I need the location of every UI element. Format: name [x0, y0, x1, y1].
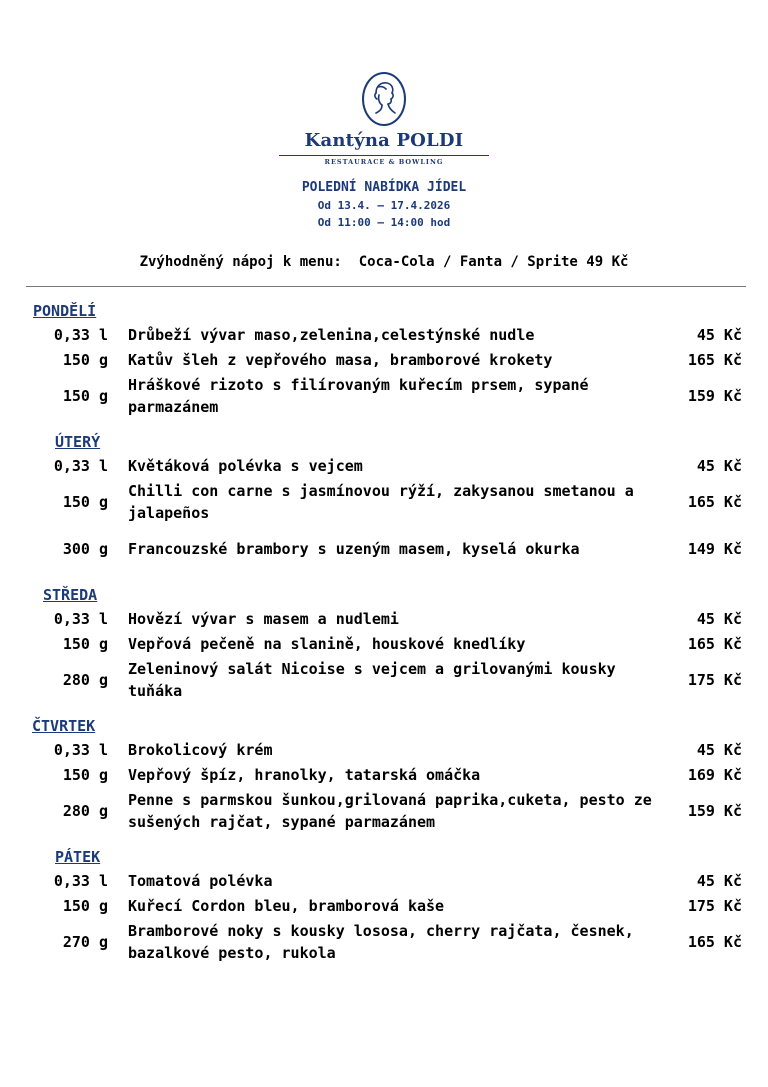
item-price: 175 Kč	[687, 670, 742, 689]
menu-item	[0, 606, 768, 631]
item-name: Bramborové noky s kousky lososa, cherry rajčata, česnek, bazalkové pesto, rukola	[128, 921, 634, 962]
day-name: PONDĚLÍ	[33, 302, 97, 320]
item-quantity: 0,33 l	[53, 456, 108, 475]
item-quantity: 150 g	[62, 765, 108, 784]
item-name: Květáková polévka s vejcem	[128, 456, 363, 475]
page-header	[0, 72, 768, 229]
menu-item	[0, 631, 768, 656]
item-price: 159 Kč	[687, 386, 742, 405]
day-name: PÁTEK	[55, 848, 101, 866]
item-quantity: 300 g	[62, 539, 108, 558]
item-quantity: 150 g	[62, 386, 108, 405]
menu-item	[0, 453, 768, 478]
day-name: ÚTERÝ	[55, 433, 101, 451]
item-price: 175 Kč	[687, 896, 742, 915]
item-quantity: 150 g	[62, 350, 108, 369]
day-section	[0, 584, 768, 703]
item-name: Vepřová pečeně na slanině, houskové knedlíky	[128, 634, 526, 653]
item-name: Vepřový špíz, hranolky, tatarská omáčka	[128, 765, 481, 784]
item-price: 45 Kč	[696, 740, 742, 759]
offer-hours: Od 11:00 – 14:00 hod	[317, 216, 451, 229]
item-quantity: 0,33 l	[53, 325, 108, 344]
item-quantity: 0,33 l	[53, 609, 108, 628]
item-name: Penne s parmskou šunkou,grilovaná paprika,cuketa, pesto ze sušených rajčat, sypané parmazánem	[128, 790, 652, 831]
day-section	[0, 300, 768, 419]
menu-item	[0, 762, 768, 787]
brand-subtitle: RESTAURACE & BOWLING	[279, 155, 489, 166]
offer-title: POLEDNÍ NABÍDKA JÍDEL	[301, 180, 467, 195]
item-quantity: 0,33 l	[53, 871, 108, 890]
item-name: Chilli con carne s jasmínovou rýží, zakysanou smetanou a jalapeños	[128, 481, 634, 522]
item-price: 45 Kč	[696, 609, 742, 628]
item-name: Hovězí vývar s masem a nudlemi	[128, 609, 399, 628]
item-price: 45 Kč	[696, 871, 742, 890]
item-quantity: 270 g	[62, 932, 108, 951]
day-section	[0, 846, 768, 965]
item-name: Kuřecí Cordon bleu, bramborová kaše	[128, 896, 445, 915]
item-price: 165 Kč	[687, 634, 742, 653]
item-price: 165 Kč	[687, 932, 742, 951]
menu-item	[0, 322, 768, 347]
item-price: 159 Kč	[687, 801, 742, 820]
menu-item	[0, 893, 768, 918]
item-name: Hráškové rizoto s filírovaným kuřecím prsem, sypané parmazánem	[128, 375, 589, 416]
item-name: Tomatová polévka	[128, 871, 273, 890]
item-quantity: 0,33 l	[53, 740, 108, 759]
item-price: 45 Kč	[696, 325, 742, 344]
menu-item	[0, 525, 768, 572]
day-name: ČTVRTEK	[32, 717, 96, 735]
item-quantity: 150 g	[62, 634, 108, 653]
drink-offer: Zvýhodněný nápoj k menu: Coca-Cola / Fanta / Sprite 49 Kč	[139, 254, 629, 270]
offer-dates: Od 13.4. – 17.4.2026	[317, 199, 451, 212]
item-price: 165 Kč	[687, 492, 742, 511]
item-price: 149 Kč	[687, 539, 742, 558]
menu	[0, 300, 768, 977]
item-name: Francouzské brambory s uzeným masem, kyselá okurka	[128, 539, 580, 558]
item-name: Drůbeží vývar maso,zelenina,celestýnské nudle	[128, 325, 535, 344]
woman-portrait-icon	[370, 80, 398, 118]
divider	[26, 286, 746, 287]
item-quantity: 150 g	[62, 896, 108, 915]
menu-item	[0, 787, 768, 834]
item-quantity: 280 g	[62, 670, 108, 689]
item-name: Zeleninový salát Nicoise s vejcem a grilovanými kousky tuňáka	[128, 659, 616, 700]
menu-item	[0, 656, 768, 703]
logo	[362, 72, 406, 126]
item-name: Brokolicový krém	[128, 740, 273, 759]
menu-item	[0, 737, 768, 762]
item-price: 165 Kč	[687, 350, 742, 369]
menu-item	[0, 918, 768, 965]
menu-item	[0, 478, 768, 525]
item-price: 45 Kč	[696, 456, 742, 475]
menu-item	[0, 372, 768, 419]
item-quantity: 280 g	[62, 801, 108, 820]
brand-name: Kantýna POLDI	[304, 130, 464, 151]
item-price: 169 Kč	[687, 765, 742, 784]
day-section	[0, 431, 768, 572]
day-section	[0, 715, 768, 834]
menu-item	[0, 868, 768, 893]
menu-item	[0, 347, 768, 372]
item-name: Katův šleh z vepřového masa, bramborové krokety	[128, 350, 553, 369]
item-quantity: 150 g	[62, 492, 108, 511]
day-name: STŘEDA	[43, 586, 98, 604]
